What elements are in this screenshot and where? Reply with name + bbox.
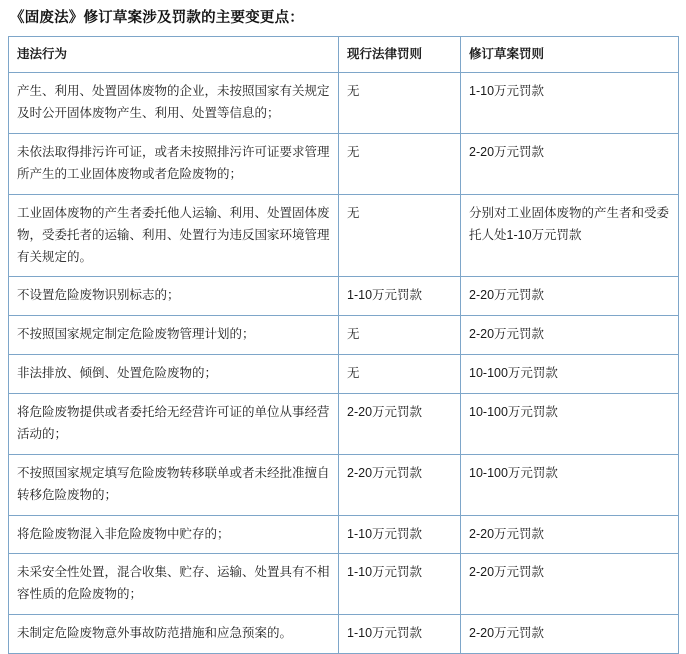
cell-behavior [9,454,339,515]
cell-revised-penalty [461,194,679,277]
revised-penalty-text: 2-20万元罚款 [469,288,545,303]
cell-revised-penalty [461,134,679,195]
behavior-text: 未制定危险废物意外事故防范措施和应急预案的。 [17,626,293,641]
cell-revised-penalty [461,454,679,515]
current-penalty-text: 无 [347,205,360,220]
current-penalty-text: 无 [347,366,360,381]
column-header-current-penalty: 现行法律罚则 [339,36,461,73]
cell-current-penalty [339,277,461,316]
cell-behavior [9,355,339,394]
table-row [9,355,679,394]
revised-penalty-text: 10-100万元罚款 [469,465,558,480]
cell-current-penalty [339,355,461,394]
cell-current-penalty [339,134,461,195]
cell-revised-penalty [461,554,679,615]
table-header-row [9,36,679,73]
cell-revised-penalty [461,316,679,355]
cell-current-penalty [339,554,461,615]
cell-behavior [9,615,339,654]
revised-penalty-text: 10-100万元罚款 [469,405,558,420]
cell-revised-penalty [461,515,679,554]
current-penalty-text: 无 [347,327,360,342]
current-penalty-text: 1-10万元罚款 [347,288,423,303]
table-row [9,394,679,455]
cell-revised-penalty [461,394,679,455]
column-header-revised-penalty: 修订草案罚则 [461,36,679,73]
cell-behavior [9,277,339,316]
revised-penalty-text: 2-20万元罚款 [469,327,545,342]
current-penalty-text: 1-10万元罚款 [347,526,423,541]
revised-penalty-text: 1-10万元罚款 [469,84,545,99]
table-row [9,277,679,316]
column-header-behavior: 违法行为 [9,36,339,73]
table-row [9,554,679,615]
cell-behavior [9,316,339,355]
cell-current-penalty [339,454,461,515]
table-row [9,134,679,195]
current-penalty-text: 1-10万元罚款 [347,565,423,580]
cell-current-penalty [339,73,461,134]
behavior-text: 未采安全性处置，混合收集、贮存、运输、处置具有不相容性质的危险废物的； [17,565,330,602]
table-row [9,194,679,277]
cell-current-penalty [339,316,461,355]
revised-penalty-text: 2-20万元罚款 [469,565,545,580]
current-penalty-text: 无 [347,84,360,99]
cell-current-penalty [339,615,461,654]
cell-revised-penalty [461,277,679,316]
behavior-text: 将危险废物混入非危险废物中贮存的； [17,526,230,541]
behavior-text: 不设置危险废物识别标志的； [17,288,180,303]
cell-current-penalty [339,515,461,554]
revised-penalty-text: 2-20万元罚款 [469,145,545,160]
cell-behavior [9,394,339,455]
revised-penalty-text: 2-20万元罚款 [469,626,545,641]
behavior-text: 不按照国家规定制定危险废物管理计划的； [17,327,255,342]
behavior-text: 产生、利用、处置固体废物的企业，未按照国家有关规定及时公开固体废物产生、利用、处置等信息的； [17,84,330,121]
cell-revised-penalty [461,73,679,134]
table-row [9,515,679,554]
cell-current-penalty [339,394,461,455]
cell-behavior [9,554,339,615]
current-penalty-text: 2-20万元罚款 [347,465,423,480]
table-row [9,615,679,654]
table-row [9,454,679,515]
behavior-text: 将危险废物提供或者委托给无经营许可证的单位从事经营活动的； [17,405,330,441]
current-penalty-text: 2-20万元罚款 [347,405,423,420]
revised-penalty-text: 10-100万元罚款 [469,366,558,381]
behavior-text: 不按照国家规定填写危险废物转移联单或者未经批准擅自转移危险废物的； [17,465,330,502]
cell-behavior [9,134,339,195]
behavior-text: 非法排放、倾倒、处置危险废物的； [17,366,218,381]
table-body [9,73,679,654]
behavior-text: 工业固体废物的产生者委托他人运输、利用、处置固体废物，受委托者的运输、利用、处置行为违反国家环境管理有关规定的。 [17,205,330,264]
cell-revised-penalty [461,615,679,654]
current-penalty-text: 无 [347,145,360,160]
revised-penalty-text: 2-20万元罚款 [469,526,545,541]
current-penalty-text: 1-10万元罚款 [347,626,423,641]
cell-behavior [9,194,339,277]
penalty-table [8,36,679,654]
revised-penalty-text: 分别对工业固体废物的产生者和受委托人处1-10万元罚款 [469,205,670,242]
behavior-text: 未依法取得排污许可证，或者未按照排污许可证要求管理所产生的工业固体废物或者危险废物的； [17,145,330,181]
page-title: 《固废法》修订草案涉及罚款的主要变更点： [10,10,304,26]
cell-behavior [9,515,339,554]
cell-behavior [9,73,339,134]
table-row [9,316,679,355]
table-row [9,73,679,134]
cell-current-penalty [339,194,461,277]
cell-revised-penalty [461,355,679,394]
